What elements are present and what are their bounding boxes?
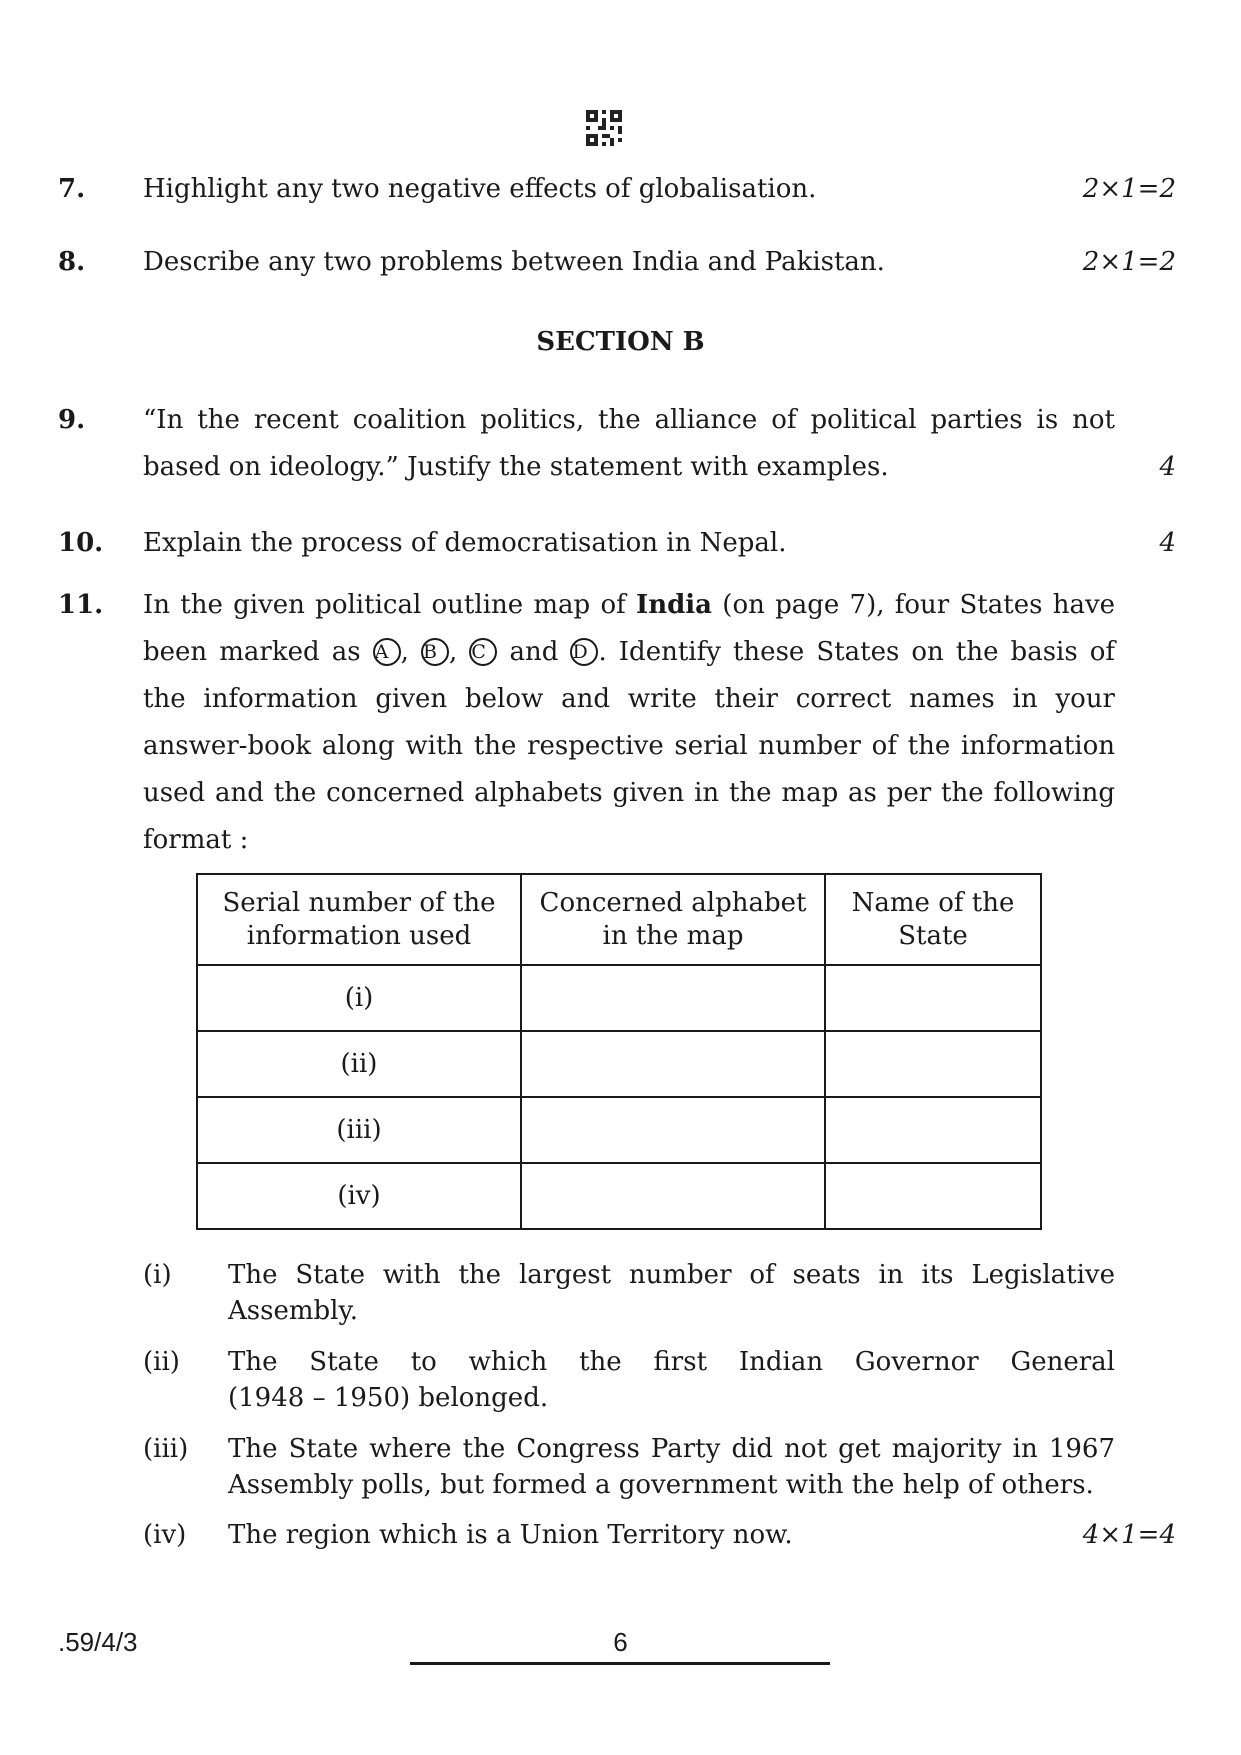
info-iii-line1: The State where the Congress Party did not get majority in 1967 xyxy=(228,1434,1115,1464)
circled-letter-c: C xyxy=(469,638,497,666)
question-7-text: Highlight any two negative effects of globalisation. xyxy=(143,174,817,204)
question-7-number: 7. xyxy=(58,174,86,204)
paper-code: .59/4/3 xyxy=(58,1627,138,1657)
question-9-line2: based on ideology.” Justify the statement with examples. xyxy=(143,452,889,482)
question-11-line2 xyxy=(143,629,1115,676)
question-7-marks: 2×1=2 xyxy=(1082,174,1176,204)
table-row xyxy=(197,1031,1041,1097)
table-cell-serial: (i) xyxy=(197,965,521,1031)
question-11-line1-end: (on page 7), four States have xyxy=(722,590,1116,620)
info-ii-line1: The State to which the first Indian Governor General xyxy=(228,1347,1115,1377)
question-11-number: 11. xyxy=(58,590,104,620)
table-cell-empty xyxy=(825,1031,1041,1097)
table-cell-empty xyxy=(825,1163,1041,1229)
question-11-country: India xyxy=(636,590,713,620)
table-cell-serial: (ii) xyxy=(197,1031,521,1097)
question-9-marks: 4 xyxy=(1159,452,1176,482)
table-cell-empty xyxy=(521,1031,825,1097)
page-number: 6 xyxy=(613,1627,628,1657)
table-cell-empty xyxy=(521,965,825,1031)
question-11-line5: used and the concerned alphabets given in the map as per the following xyxy=(143,778,1115,808)
question-10-number: 10. xyxy=(58,528,104,558)
circled-letter-a: A , xyxy=(374,637,409,667)
section-title: SECTION B xyxy=(536,327,705,357)
table-row xyxy=(197,1163,1041,1229)
answer-format-table xyxy=(196,873,1042,1230)
question-8-number: 8. xyxy=(58,247,86,277)
info-iii-line2: Assembly polls, but formed a government with the help of others. xyxy=(228,1470,1094,1500)
question-11-line3: the information given below and write their correct names in your xyxy=(143,684,1115,714)
table-header-alphabet: Concerned alphabet in the map xyxy=(521,874,825,965)
question-11-line1 xyxy=(143,582,1115,629)
question-9-number: 9. xyxy=(58,405,86,435)
question-11-marks: 4×1=4 xyxy=(1082,1520,1176,1550)
qr-code-icon xyxy=(586,110,622,146)
table-row xyxy=(197,965,1041,1031)
table-cell-serial: (iv) xyxy=(197,1163,521,1229)
info-label-i: (i) xyxy=(143,1260,172,1290)
info-i-line2: Assembly. xyxy=(228,1296,358,1326)
circled-letter-d-and-rest: D . Identify these States on the basis of xyxy=(572,637,1116,667)
table-row xyxy=(197,1097,1041,1163)
info-ii-line2: (1948 – 1950) belonged. xyxy=(228,1383,549,1413)
footer-rule xyxy=(410,1662,830,1665)
table-cell-empty xyxy=(521,1097,825,1163)
table-cell-empty xyxy=(521,1163,825,1229)
question-8-marks: 2×1=2 xyxy=(1082,247,1176,277)
question-10-marks: 4 xyxy=(1159,528,1176,558)
info-label-iii: (iii) xyxy=(143,1434,189,1464)
table-header-serial: Serial number of the information used xyxy=(197,874,521,965)
info-label-ii: (ii) xyxy=(143,1347,180,1377)
question-11-and: and xyxy=(509,637,559,667)
question-11-line2-start: been marked as xyxy=(143,637,361,667)
table-cell-empty xyxy=(825,1097,1041,1163)
question-9-line1: “In the recent coalition politics, the alliance of political parties is not xyxy=(143,405,1115,435)
table-header-state: Name of the State xyxy=(825,874,1041,965)
question-11-line6: format : xyxy=(143,825,249,855)
question-11-line1-start: In the given political outline map of xyxy=(143,590,626,620)
info-iv-line1: The region which is a Union Territory now. xyxy=(228,1520,793,1550)
circled-letter-b: B , xyxy=(423,637,458,667)
question-8-text: Describe any two problems between India and Pakistan. xyxy=(143,247,885,277)
table-cell-serial: (iii) xyxy=(197,1097,521,1163)
table-cell-empty xyxy=(825,965,1041,1031)
info-label-iv: (iv) xyxy=(143,1520,187,1550)
table-header-row xyxy=(197,874,1041,965)
question-10-text: Explain the process of democratisation in Nepal. xyxy=(143,528,787,558)
question-11-line4: answer-book along with the respective serial number of the information xyxy=(143,731,1115,761)
info-i-line1: The State with the largest number of seats in its Legislative xyxy=(228,1260,1115,1290)
